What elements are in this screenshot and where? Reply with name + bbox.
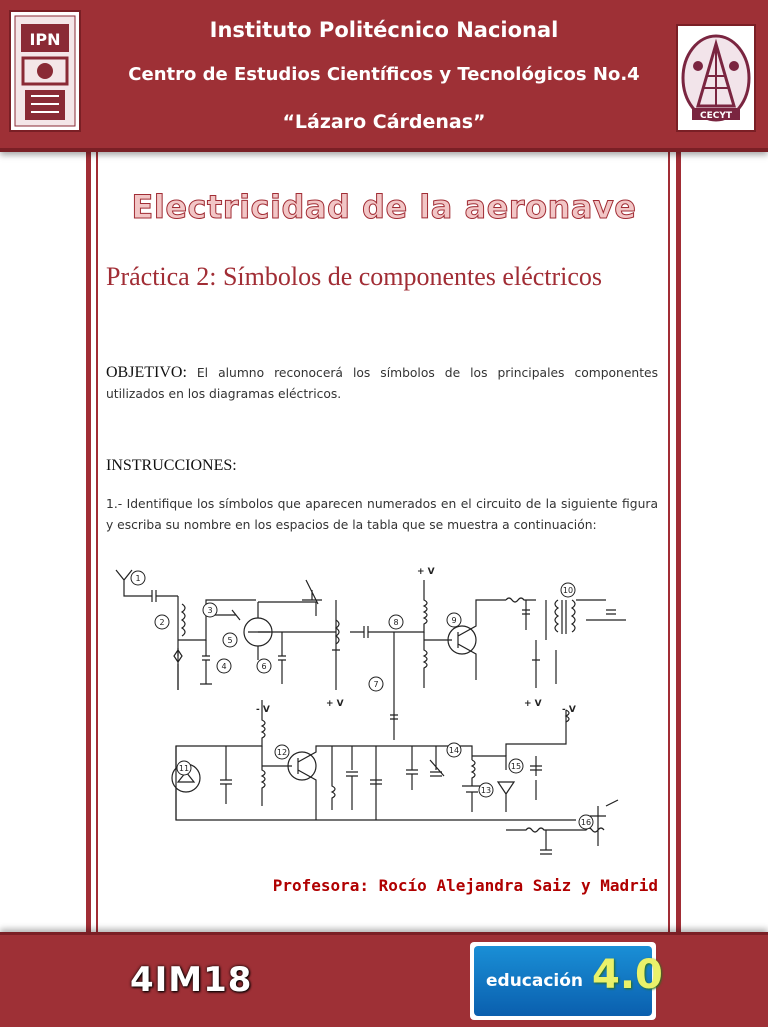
instructions-text: 1.- Identifique los símbolos que aparecen numerados en el circuito de la siguiente figura y escriba su nombre en los espacios de la tabla que se muestra a continuación: [106, 497, 658, 532]
border-line-right [676, 0, 681, 1024]
objective-paragraph [106, 362, 658, 405]
circuit-svg [106, 560, 636, 860]
school-subtitle: “Lázaro Cárdenas” [282, 111, 486, 133]
supply-label-pos-1: + V [417, 567, 435, 577]
institution-name: Instituto Politécnico Nacional [209, 18, 559, 42]
education-logo-panel [474, 946, 663, 1016]
component-number-label: 8 [393, 618, 399, 627]
cecyt-logo [676, 24, 756, 132]
supply-label-neg-1: - V [256, 705, 270, 715]
component-number-label: 14 [448, 746, 460, 755]
component-number-label: 10 [562, 586, 574, 595]
ipn-logo-text: IPN [29, 30, 61, 49]
document-title: Electricidad de la aeronave [131, 188, 637, 226]
supply-label-pos-3: + V [524, 699, 542, 709]
component-number-label: 5 [227, 636, 233, 645]
education-4-logo [470, 942, 663, 1020]
component-number-label: 15 [510, 762, 522, 771]
practice-title: Práctica 2: Símbolos de componentes eléctricos [106, 262, 603, 291]
component-number-label: 12 [276, 748, 288, 757]
supply-label-neg-2: - V [562, 705, 576, 715]
component-number-label: 13 [480, 786, 492, 795]
cecyt-logo-text: CECYT [699, 111, 733, 121]
group-code: 4IM18 [130, 960, 253, 1000]
education-logo-version: 4.0 [592, 952, 663, 998]
circuit-diagram [106, 560, 636, 860]
component-number-label: 9 [451, 616, 457, 625]
component-number-label: 2 [159, 618, 165, 627]
border-line-right-inner [668, 0, 670, 1024]
footer-band [0, 932, 768, 1027]
component-number-label: 16 [580, 818, 592, 827]
header-band [0, 0, 768, 152]
border-line-left [86, 0, 91, 1024]
teacher-name: Profesora: Rocío Alejandra Saiz y Madrid [272, 876, 658, 895]
component-number-label: 7 [373, 680, 379, 689]
objective-text: El alumno reconocerá los símbolos de los principales componentes utilizados en los diagramas eléctricos. [106, 366, 658, 401]
component-number-label: 1 [135, 574, 141, 583]
border-line-left-inner [96, 0, 98, 1024]
education-logo-word: educación [486, 971, 584, 991]
supply-label-pos-2: + V [326, 699, 344, 709]
component-number-label: 11 [178, 764, 190, 773]
school-name: Centro de Estudios Científicos y Tecnológicos No.4 [128, 64, 640, 85]
component-number-label: 3 [207, 606, 213, 615]
instructions-heading: INSTRUCCIONES: [106, 457, 237, 474]
component-number-label: 4 [221, 662, 227, 671]
objective-label: OBJETIVO: [106, 364, 187, 381]
component-number-label: 6 [261, 662, 267, 671]
